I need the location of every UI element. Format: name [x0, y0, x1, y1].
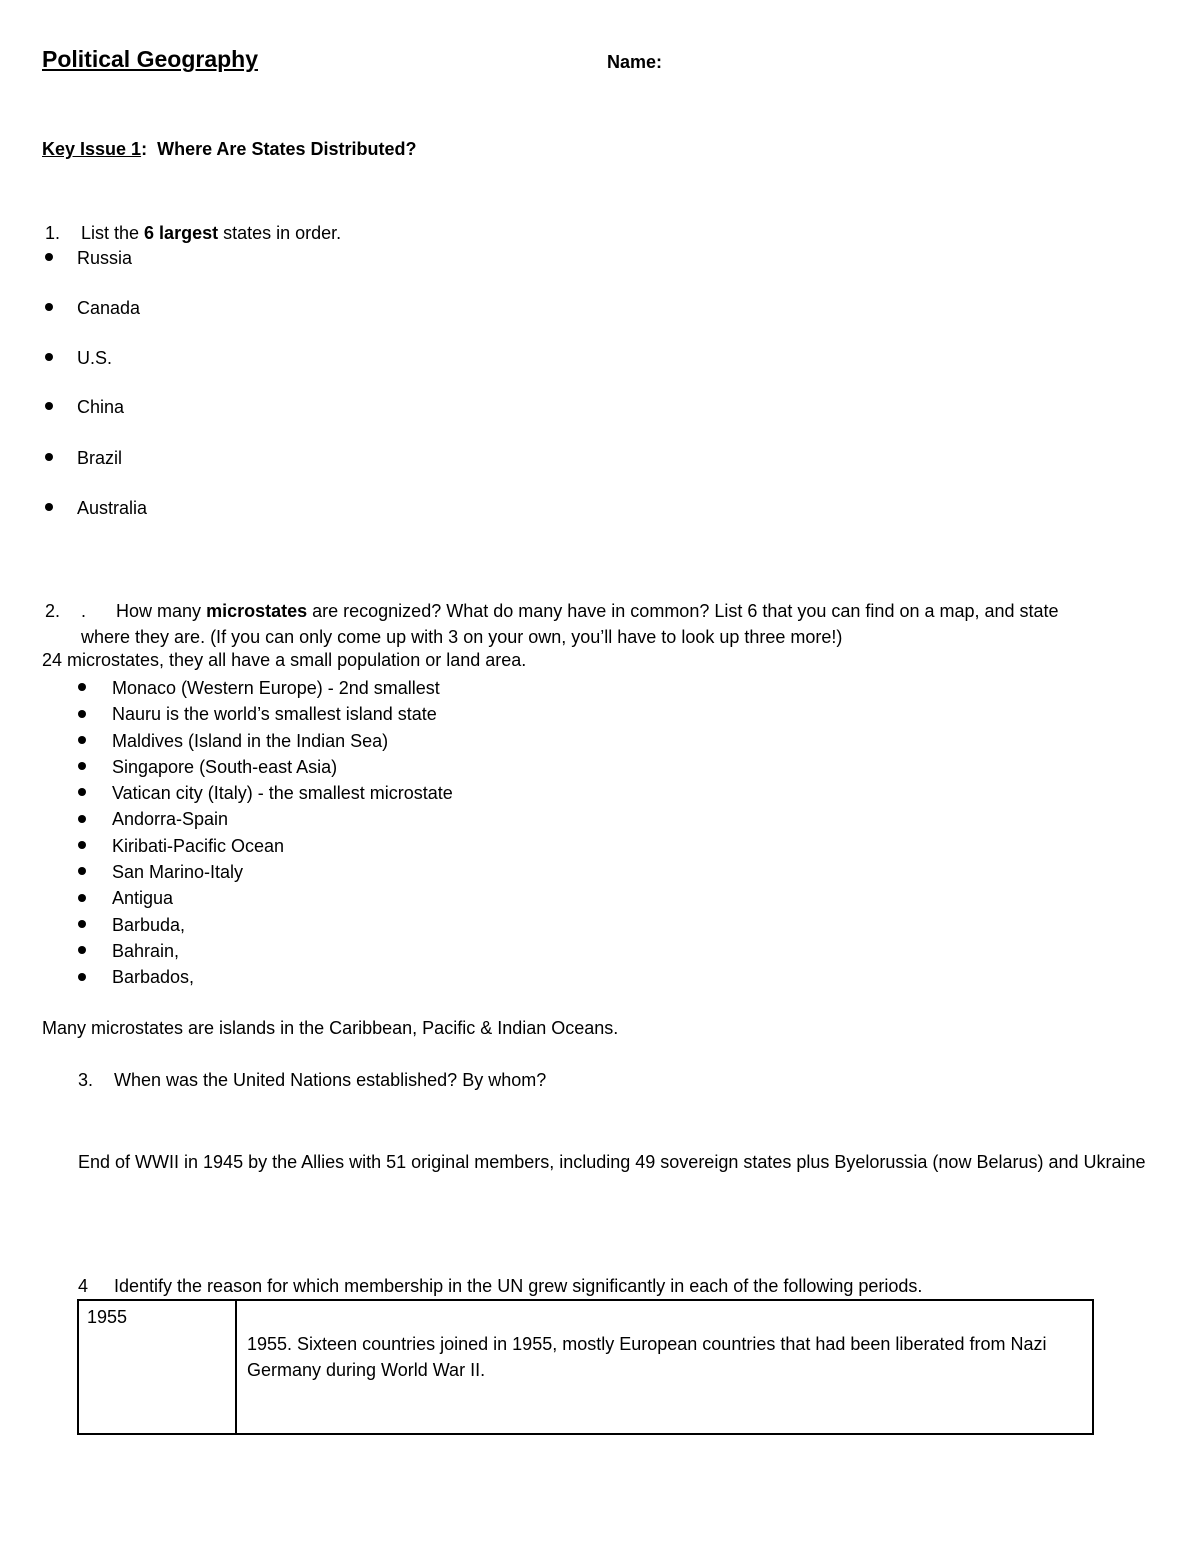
- question-2-dot: .: [81, 601, 87, 621]
- largest-states-item-label: Australia: [77, 498, 148, 518]
- question-2-text-cont: where they are. (If you can only come up with 3 on your own, you’ll have to look up three more!): [81, 627, 843, 647]
- page-title: Political Geography: [42, 46, 258, 72]
- list-item: [78, 938, 453, 964]
- table-row: [78, 1300, 1093, 1434]
- bullet-icon: [45, 353, 53, 361]
- question-3: [78, 1070, 546, 1091]
- bullet-icon: [45, 303, 53, 311]
- bullet-icon: [78, 841, 86, 849]
- question-1-text-bold: 6 largest: [144, 223, 219, 243]
- largest-states-item: [45, 397, 124, 418]
- largest-states-item: [45, 298, 140, 319]
- list-item-label: Bahrain,: [112, 940, 180, 961]
- bullet-icon: [78, 815, 86, 823]
- un-membership-table: [77, 1299, 1094, 1435]
- question-1-number: 1.: [45, 223, 61, 243]
- largest-states-item: [45, 348, 112, 369]
- list-item: [78, 885, 453, 911]
- bullet-icon: [78, 894, 86, 902]
- microstates-list: [78, 675, 453, 991]
- key-issue-label: Key Issue 1: [42, 139, 142, 159]
- table-cell-year: 1955: [78, 1300, 236, 1434]
- key-issue-heading: [42, 139, 416, 160]
- list-item: [78, 833, 453, 859]
- list-item-label: Singapore (South-east Asia): [112, 756, 338, 777]
- list-item: [78, 754, 453, 780]
- key-issue-question: Where Are States Distributed?: [157, 139, 417, 159]
- list-item: [78, 701, 453, 727]
- list-item-label: Maldives (Island in the Indian Sea): [112, 730, 389, 751]
- list-item: [78, 675, 453, 701]
- largest-states-item-label: Brazil: [77, 448, 123, 468]
- largest-states-item: [45, 498, 147, 519]
- largest-states-item-label: U.S.: [77, 348, 113, 368]
- list-item-label: Antigua: [112, 888, 174, 909]
- list-item-label: Nauru is the world’s smallest island state: [112, 704, 437, 725]
- bullet-icon: [78, 710, 86, 718]
- microstates-summary: Many microstates are islands in the Caribbean, Pacific & Indian Oceans.: [42, 1018, 619, 1038]
- bullet-icon: [45, 402, 53, 410]
- question-4: [78, 1276, 922, 1297]
- bullet-icon: [78, 762, 86, 770]
- largest-states-item: [45, 248, 132, 269]
- bullet-icon: [78, 946, 86, 954]
- largest-states-item-label: Russia: [77, 248, 133, 268]
- question-2-number: 2.: [45, 601, 61, 621]
- table-cell-reason: 1955. Sixteen countries joined in 1955, mostly European countries that had been liberated from Nazi Germany during World War II.: [236, 1300, 1093, 1434]
- largest-states-item-label: Canada: [77, 298, 141, 318]
- bullet-icon: [78, 683, 86, 691]
- list-item-label: Barbados,: [112, 967, 195, 988]
- list-item: [78, 780, 453, 806]
- question-2-text-bold: microstates: [206, 601, 308, 621]
- question-1: [45, 223, 341, 244]
- bullet-icon: [78, 867, 86, 875]
- question-1-text-b: states in order.: [218, 223, 342, 243]
- bullet-icon: [78, 736, 86, 744]
- largest-states-item-label: China: [77, 397, 125, 417]
- question-4-number: 4: [78, 1276, 89, 1296]
- question-2-text-a: How many: [116, 601, 207, 621]
- bullet-icon: [45, 503, 53, 511]
- list-item: [78, 912, 453, 938]
- key-issue-colon: :: [141, 139, 148, 159]
- list-item-label: Monaco (Western Europe) - 2nd smallest: [112, 678, 440, 698]
- question-3-answer: End of WWII in 1945 by the Allies with 51 original members, including 49 sovereign states plus Byelorussia (now Belarus) and Ukraine: [78, 1152, 1146, 1172]
- question-1-text-a: List the: [81, 223, 145, 243]
- question-2-text-b: are recognized? What do many have in common? List 6 that you can find on a map, and state: [307, 601, 1059, 621]
- name-label: Name:: [607, 52, 663, 72]
- list-item: [78, 806, 453, 832]
- question-2: [45, 598, 1155, 650]
- largest-states-item: [45, 448, 122, 469]
- question-2-answer: 24 microstates, they all have a small population or land area.: [42, 650, 527, 670]
- bullet-icon: [45, 253, 53, 261]
- list-item-label: Andorra-Spain: [112, 809, 229, 830]
- question-3-number: 3.: [78, 1070, 94, 1090]
- list-item-label: Vatican city (Italy) - the smallest microstate: [112, 783, 453, 804]
- question-4-text: Identify the reason for which membership in the UN grew significantly in each of the following periods.: [114, 1276, 923, 1296]
- bullet-icon: [78, 973, 86, 981]
- list-item-label: Barbuda,: [112, 914, 186, 935]
- list-item: [78, 728, 453, 754]
- list-item: [78, 859, 453, 885]
- bullet-icon: [78, 788, 86, 796]
- bullet-icon: [78, 920, 86, 928]
- question-3-text: When was the United Nations established? By whom?: [114, 1070, 547, 1090]
- bullet-icon: [45, 453, 53, 461]
- list-item-label: Kiribati-Pacific Ocean: [112, 835, 285, 856]
- list-item-label: San Marino-Italy: [112, 862, 244, 883]
- list-item: [78, 964, 453, 990]
